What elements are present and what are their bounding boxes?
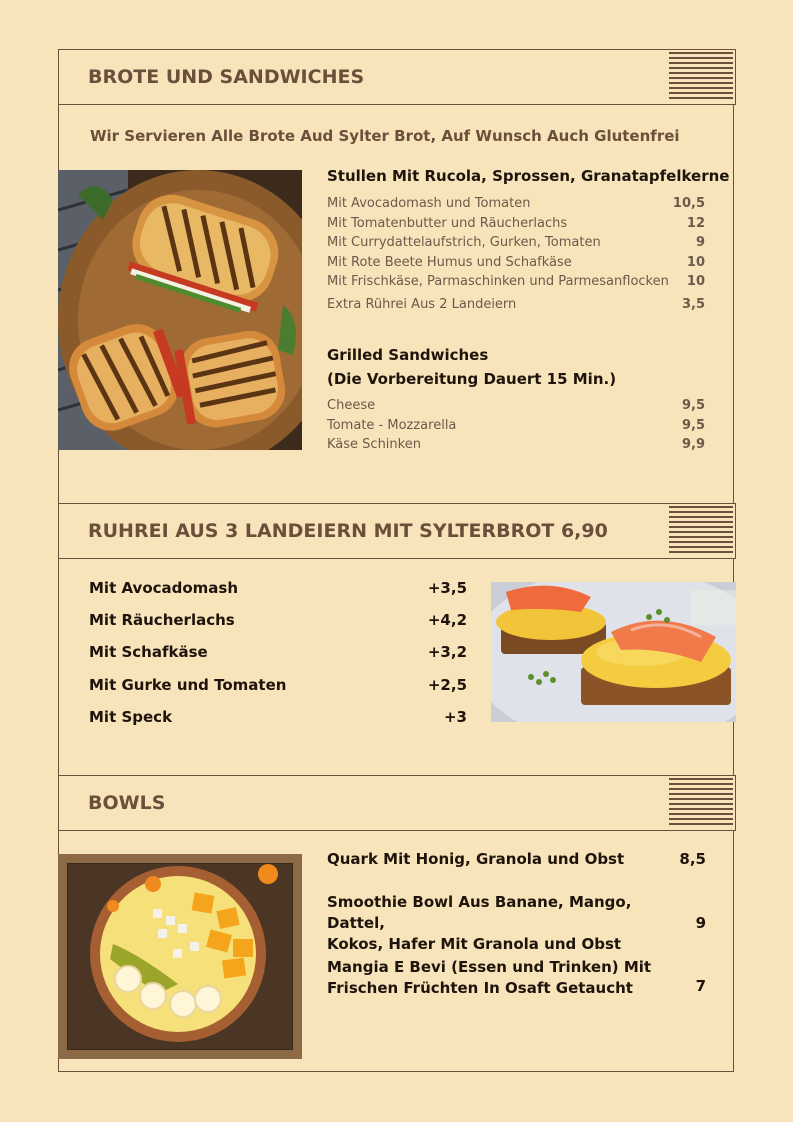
item-price: 9,5 — [681, 418, 705, 433]
decorative-stripes — [669, 52, 733, 102]
item-price: 9,5 — [681, 398, 705, 413]
item-name: Käse Schinken — [327, 437, 421, 452]
item-name: Mit Frischkäse, Parmaschinken und Parmesanflocken — [327, 274, 669, 289]
bowl-price: 7 — [695, 977, 706, 995]
egg-option — [89, 676, 467, 698]
item-price: 9 — [695, 235, 705, 250]
item-price: 9,9 — [681, 437, 705, 452]
item-name: Tomate - Mozzarella — [327, 418, 457, 433]
bowl-name: Mangia E Bevi (Essen und Trinken) Mit Frischen Früchten In Osaft Getaucht — [327, 958, 652, 997]
menu-item — [327, 235, 705, 255]
grilled-subtitle: (Die Vorbereitung Dauert 15 Min.) — [327, 370, 617, 388]
item-name: Cheese — [327, 398, 376, 413]
decorative-stripes — [669, 778, 733, 828]
option-price: +4,2 — [427, 611, 467, 629]
section-title-bowls: BOWLS — [88, 792, 166, 814]
option-price: +3 — [443, 708, 467, 726]
menu-item — [327, 297, 705, 317]
menu-item — [327, 196, 705, 216]
scrambled-egg-photo — [491, 582, 736, 722]
egg-option — [89, 708, 467, 730]
bowl-price: 9 — [695, 914, 706, 932]
item-name: Extra Rührei Aus 2 Landeiern — [327, 297, 517, 312]
decorative-stripes — [669, 506, 733, 556]
option-price: +2,5 — [427, 676, 467, 694]
menu-item — [327, 398, 705, 418]
item-name: Mit Currydattelaufstrich, Gurken, Tomaten — [327, 235, 601, 250]
menu-item — [327, 255, 705, 275]
item-name: Mit Rote Beete Humus und Schafkäse — [327, 255, 572, 270]
menu-item — [327, 437, 705, 457]
bowl-name: Quark Mit Honig, Granola und Obst — [327, 850, 625, 868]
option-name: Mit Räucherlachs — [89, 611, 235, 629]
breads-subtitle: Wir Servieren Alle Brote Aud Sylter Brot, Auf Wunsch Auch Glutenfrei — [90, 127, 680, 145]
stullen-title: Stullen Mit Rucola, Sprossen, Granatapfelkerne — [327, 167, 730, 185]
egg-option — [89, 579, 467, 601]
bowl-price: 8,5 — [679, 850, 706, 868]
item-name: Mit Avocadomash und Tomaten — [327, 196, 531, 211]
bowl-item — [327, 892, 706, 953]
option-price: +3,5 — [427, 579, 467, 597]
option-price: +3,2 — [427, 643, 467, 661]
section-header-breads — [58, 49, 736, 105]
bowl-photo — [58, 854, 302, 1059]
menu-item — [327, 418, 705, 438]
option-name: Mit Speck — [89, 708, 173, 726]
section-title-breads: BROTE UND SANDWICHES — [88, 66, 365, 88]
item-price: 3,5 — [681, 297, 705, 312]
item-price: 10 — [686, 274, 705, 289]
section-title-eggs: RUHREI AUS 3 LANDEIERN MIT SYLTERBROT 6,90 — [88, 520, 608, 542]
section-header-eggs — [58, 503, 736, 559]
egg-option — [89, 611, 467, 633]
item-name: Mit Tomatenbutter und Räucherlachs — [327, 216, 568, 231]
section-header-bowls — [58, 775, 736, 831]
bowl-item — [327, 957, 706, 1001]
grilled-title: Grilled Sandwiches — [327, 346, 489, 364]
option-name: Mit Avocadomash — [89, 579, 239, 597]
egg-option — [89, 643, 467, 665]
item-price: 12 — [686, 216, 705, 231]
option-name: Mit Gurke und Tomaten — [89, 676, 287, 694]
sandwich-photo — [58, 170, 302, 450]
item-price: 10,5 — [672, 196, 705, 211]
bowl-name: Smoothie Bowl Aus Banane, Mango, Dattel, Kokos, Hafer Mit Granola und Obst — [327, 893, 632, 953]
option-name: Mit Schafkäse — [89, 643, 208, 661]
bowl-item — [327, 849, 706, 871]
menu-item — [327, 216, 705, 236]
menu-item — [327, 274, 705, 294]
item-price: 10 — [686, 255, 705, 270]
